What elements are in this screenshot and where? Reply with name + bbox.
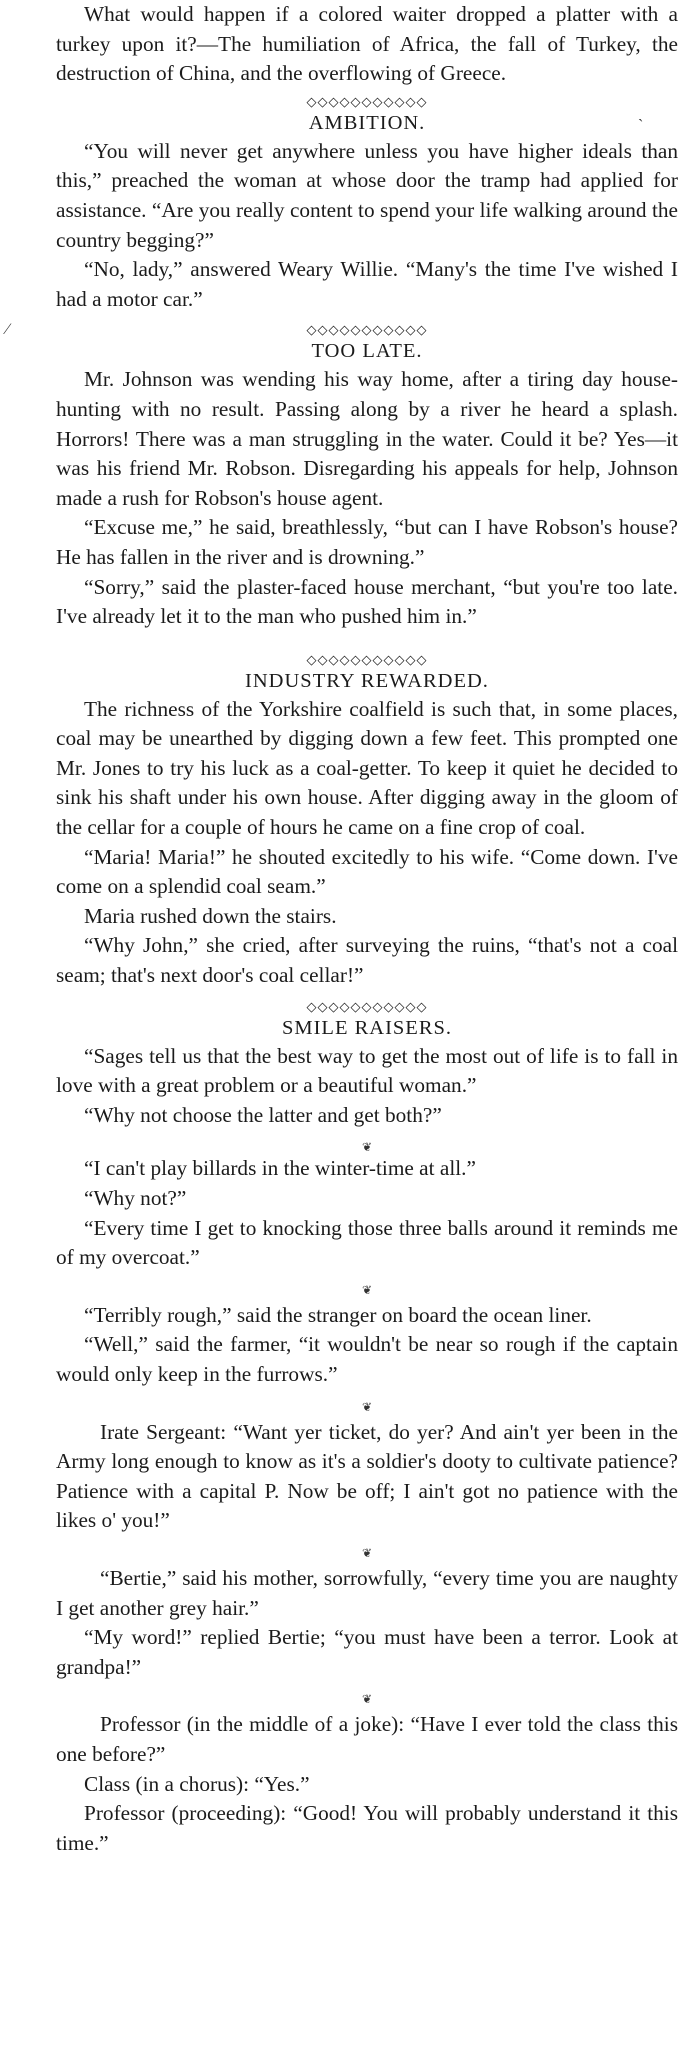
industry-paragraph-1: The richness of the Yorkshire coalfield is such that, in some places, coal may be unearthed by digging down a few feet. This prompted one Mr. Jones to try his luck as a coal-getter. To keep it quiet he decided to sink his shaft under his own house. After digging away in the gloom of the cellar for a couple of hours he came on a fine crop of coal. [56, 696, 678, 840]
print-speck: ˋ [638, 117, 644, 134]
smile-joke-2-line-a: “I can't play billards in the winter-time at all.” [84, 1156, 476, 1181]
smile-joke-3-line-a: “Terribly rough,” said the stranger on board the ocean liner. [84, 1302, 592, 1327]
smile-joke-6-line-c: Professor (proceeding): “Good! You will probably understand it this time.” [56, 1801, 678, 1855]
ambition-paragraph-1: “You will never get anywhere unless you have higher ideals than this,” preached the woman at whose door the tramp had applied for assistance. “Are you really content to spend your life walking around the country begging?” [56, 138, 678, 252]
too-late-paragraph-1: Mr. Johnson was wending his way home, after a tiring day house-hunting with no result. Passing along by a river he heard a splash. Horrors! There was a man struggling in the water. Could it be? Yes—it was his friend Mr. Robson. Disregarding his appeals for help, Johnson made a rush for Robson's house agent. [56, 367, 678, 510]
section-divider: ◇◇◇◇◇◇◇◇◇◇◇ [306, 651, 428, 667]
section-divider: ◇◇◇◇◇◇◇◇◇◇◇ [306, 93, 428, 109]
smile-joke-2-line-c: “Every time I get to knocking those three balls around it reminds me of my overcoat.” [56, 1215, 678, 1270]
print-speck: ⁄ [6, 321, 9, 338]
heading-ambition: AMBITION. [308, 111, 426, 134]
smile-joke-6-line-b: Class (in a chorus): “Yes.” [84, 1771, 310, 1796]
heading-too-late: TOO LATE. [311, 340, 423, 363]
flower-ornament-icon: ❦ [361, 1399, 373, 1414]
industry-paragraph-3: Maria rushed down the stairs. [84, 903, 337, 928]
smile-joke-1-line-b: “Why not choose the latter and get both?” [84, 1102, 442, 1127]
section-divider: ◇◇◇◇◇◇◇◇◇◇◇ [306, 998, 428, 1014]
smile-joke-5-line-a: “Bertie,” said his mother, sorrowfully, “every time you are naughty I get another grey hair.” [56, 1565, 678, 1620]
flower-ornament-icon: ❦ [361, 1692, 373, 1707]
intro-joke: What would happen if a colored waiter dropped a platter with a turkey upon it?—The humiliation of Africa, the fall of Turkey, the destruction of China, and the overflowing of Greece. [56, 2, 678, 86]
smile-joke-1-line-a: “Sages tell us that the best way to get the most out of life is to fall in love with a great problem or a beautiful woman.” [56, 1043, 678, 1098]
too-late-paragraph-2: “Excuse me,” he said, breathlessly, “but can I have Robson's house? He has fallen in the river and is drowning.” [56, 515, 678, 569]
heading-smile-raisers: SMILE RAISERS. [281, 1016, 453, 1039]
smile-joke-2-line-b: “Why not?” [84, 1186, 187, 1210]
industry-paragraph-4: “Why John,” she cried, after surveying the ruins, “that's not a coal seam; that's next door's coal cellar!” [56, 933, 678, 988]
smile-joke-6-line-a: Professor (in the middle of a joke): “Have I ever told the class this one before?” [56, 1712, 678, 1766]
flower-ornament-icon: ❦ [361, 1140, 373, 1155]
industry-paragraph-2: “Maria! Maria!” he shouted excitedly to his wife. “Come down. I've come on a splendid coal seam.” [56, 844, 678, 899]
flower-ornament-icon: ❦ [361, 1545, 373, 1560]
flower-ornament-icon: ❦ [361, 1282, 373, 1297]
section-divider: ◇◇◇◇◇◇◇◇◇◇◇ [306, 322, 428, 338]
smile-joke-5-line-b: “My word!” replied Bertie; “you must have been a terror. Look at grandpa!” [56, 1625, 678, 1679]
smile-joke-3-line-b: “Well,” said the farmer, “it wouldn't be near so rough if the captain would only keep in the furrows.” [56, 1332, 678, 1386]
heading-industry-rewarded: INDUSTRY REWARDED. [245, 669, 489, 692]
too-late-paragraph-3: “Sorry,” said the plaster-faced house merchant, “but you're too late. I've already let it to the man who pushed him in.” [56, 574, 678, 629]
smile-joke-4: Irate Sergeant: “Want yer ticket, do yer? And ain't yer been in the Army long enough to know as it's a soldier's dooty to cultivate patience? Patience with a capital P. Now be off; I ain't got no patience with the likes o' you!” [56, 1419, 678, 1533]
ambition-paragraph-2: “No, lady,” answered Weary Willie. “Many's the time I've wished I had a motor car.” [56, 257, 678, 311]
